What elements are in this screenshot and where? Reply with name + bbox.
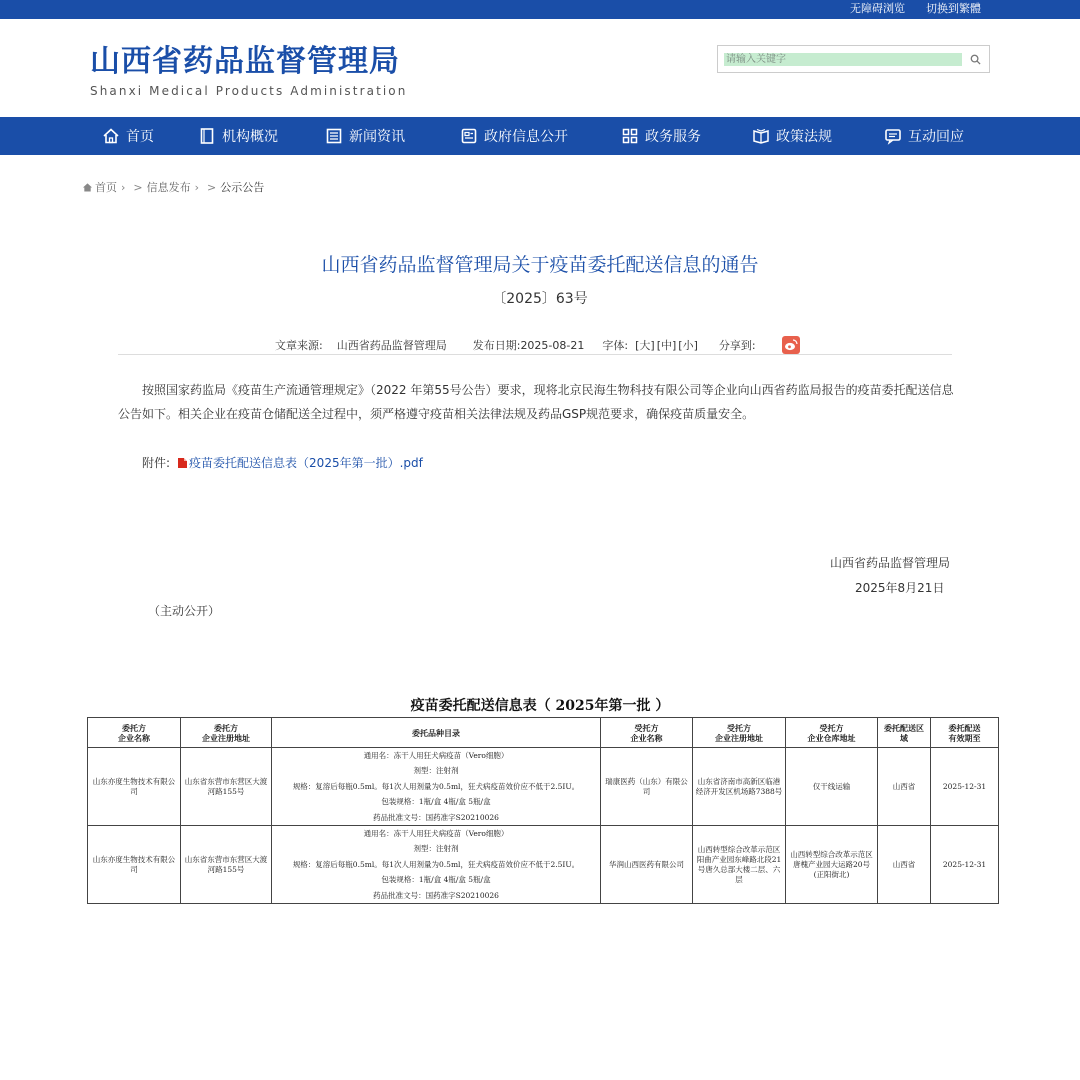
grid-icon <box>621 127 639 145</box>
nav-item-news[interactable] <box>325 117 405 155</box>
breadcrumb-separator: > <box>207 180 217 194</box>
cell-client-name: 山东亦度生物技术有限公司 <box>88 748 181 826</box>
header-agent-address: 受托方 企业注册地址 <box>693 718 786 748</box>
traditional-chinese-link[interactable]: 切换到繁體 <box>926 2 981 15</box>
nav-item-label: 首页 <box>126 129 154 145</box>
search-button[interactable] <box>961 46 989 72</box>
cell-client-address: 山东省东营市东营区大渡河路155号 <box>181 748 272 826</box>
nav-item-gov-info[interactable] <box>460 117 568 155</box>
cell-product: 通用名：冻干人用狂犬病疫苗（Vero细胞） 剂型：注射剂 规格：复溶后每瓶0.5ml。每1次人用剂量为0.5ml，狂犬病疫苗效价应不低于2.5IU。 包装规格：1瓶/盒 4瓶/盒 5瓶/盒 药品批准文号：国药准字S20210026 <box>272 826 601 904</box>
cell-client-address: 山东省东营市东营区大渡河路155号 <box>181 826 272 904</box>
search-input[interactable] <box>724 53 962 66</box>
signature-date: 2025年8月21日 <box>855 581 945 595</box>
cell-valid-until: 2025-12-31 <box>931 826 999 904</box>
cell-valid-until: 2025-12-31 <box>931 748 999 826</box>
document-icon <box>198 127 216 145</box>
nav-item-label: 政务服务 <box>645 129 701 145</box>
breadcrumb-separator: > <box>133 180 143 194</box>
header-product-list: 委托品种目录 <box>272 718 601 748</box>
home-icon <box>102 127 120 145</box>
news-icon <box>325 127 343 145</box>
font-size-medium[interactable]: [中] <box>656 339 677 352</box>
table-row <box>88 748 999 826</box>
cell-agent-address: 山东省济南市高新区临港经济开发区机场路7388号 <box>693 748 786 826</box>
breadcrumb-separator: › <box>194 180 200 194</box>
site-logo-subtitle: Shanxi Medical Products Administration <box>90 84 408 98</box>
attachment-link[interactable]: 疫苗委托配送信息表（2025年第一批）.pdf <box>189 456 423 470</box>
share-label: 分享到: <box>718 339 756 352</box>
font-size-large[interactable]: [大] <box>635 339 655 352</box>
date-label: 发布日期: <box>472 339 521 352</box>
nav-item-policy[interactable] <box>752 117 832 155</box>
cell-agent-name: 瑞康医药（山东）有限公司 <box>601 748 693 826</box>
header-warehouse-address: 受托方 企业仓库地址 <box>786 718 878 748</box>
table-title: 疫苗委托配送信息表（ 2025年第一批 ） <box>410 698 670 714</box>
nav-item-label: 政府信息公开 <box>484 129 568 145</box>
breadcrumb <box>82 179 264 195</box>
breadcrumb-current[interactable]: 公示公告 <box>220 181 265 194</box>
cell-agent-name: 华润山西医药有限公司 <box>601 826 693 904</box>
nav-item-label: 机构概况 <box>222 129 278 145</box>
cell-region: 山西省 <box>878 748 931 826</box>
signature-org: 山西省药品监督管理局 <box>830 556 951 570</box>
meta-divider <box>118 354 952 355</box>
cell-agent-address: 山西转型综合改革示范区阳曲产业园东峰路北段21号唐久总部大楼二层、六层 <box>693 826 786 904</box>
source-value: 山西省药品监督管理局 <box>336 339 447 352</box>
table-row <box>88 826 999 904</box>
nav-item-label: 新闻资讯 <box>349 129 405 145</box>
pdf-icon <box>178 458 187 468</box>
breadcrumb-separator: › <box>121 180 126 194</box>
accessibility-link[interactable]: 无障碍浏览 <box>850 2 905 15</box>
cell-region: 山西省 <box>878 826 931 904</box>
cell-warehouse: 山西转型综合改革示范区唐槐产业园大运路20号(正阳街北) <box>786 826 878 904</box>
article-title: 山西省药品监督管理局关于疫苗委托配送信息的通告 <box>321 254 759 276</box>
breadcrumb-info-release[interactable]: 信息发布 <box>146 181 191 194</box>
attachment-label: 附件: <box>142 456 171 470</box>
nav-item-home[interactable] <box>102 117 154 155</box>
nav-item-about[interactable] <box>198 117 278 155</box>
top-utility-bar <box>0 0 1080 19</box>
article-meta <box>275 336 800 354</box>
table-header-row <box>88 718 999 748</box>
header-client-address: 委托方 企业注册地址 <box>181 718 272 748</box>
disclosure-type: （主动公开） <box>148 604 221 618</box>
info-icon <box>460 127 478 145</box>
chat-icon <box>884 127 902 145</box>
attachment-row <box>142 454 423 471</box>
book-icon <box>752 127 770 145</box>
weibo-share-button[interactable] <box>782 336 800 354</box>
header-agent-name: 受托方 企业名称 <box>601 718 693 748</box>
font-size-label: 字体: <box>602 339 629 352</box>
main-nav <box>0 117 1080 155</box>
nav-item-label: 政策法规 <box>776 129 832 145</box>
nav-item-label: 互动回应 <box>908 129 964 145</box>
cell-client-name: 山东亦度生物技术有限公司 <box>88 826 181 904</box>
vaccine-delivery-table <box>87 717 999 904</box>
search-icon <box>970 54 981 65</box>
cell-product: 通用名：冻干人用狂犬病疫苗（Vero细胞） 剂型：注射剂 规格：复溶后每瓶0.5ml。每1次人用剂量为0.5ml，狂犬病疫苗效价应不低于2.5IU。 包装规格：1瓶/盒 4瓶/盒 5瓶/盒 药品批准文号：国药准字S20210026 <box>272 748 601 826</box>
article-body: 按照国家药监局《疫苗生产流通管理规定》（2022 年第55号公告）要求，现将北京民海生物科技有限公司等企业向山西省药监局报告的疫苗委托配送信息公告如下。相关企业在疫苗仓储配送全过程中，须严格遵守疫苗相关法律法规及药品GSP规范要求，确保疫苗质量安全。 <box>118 383 954 421</box>
header-client-name: 委托方 企业名称 <box>88 718 181 748</box>
nav-item-interaction[interactable] <box>884 117 964 155</box>
header-region: 委托配送区 域 <box>878 718 931 748</box>
breadcrumb-home[interactable]: 首页 <box>95 181 117 194</box>
document-number: 〔2025〕63号 <box>492 291 588 307</box>
font-size-small[interactable]: [小] <box>678 339 698 352</box>
site-logo-title[interactable]: 山西省药品监督管理局 <box>90 44 400 79</box>
home-icon <box>82 182 93 192</box>
cell-warehouse: 仅干线运输 <box>786 748 878 826</box>
weibo-icon <box>782 336 800 354</box>
date-value: 2025-08-21 <box>520 338 585 352</box>
source-label: 文章来源: <box>275 339 323 352</box>
nav-item-services[interactable] <box>621 117 701 155</box>
header-valid-until: 委托配送 有效期至 <box>931 718 999 748</box>
search-box <box>717 45 990 73</box>
